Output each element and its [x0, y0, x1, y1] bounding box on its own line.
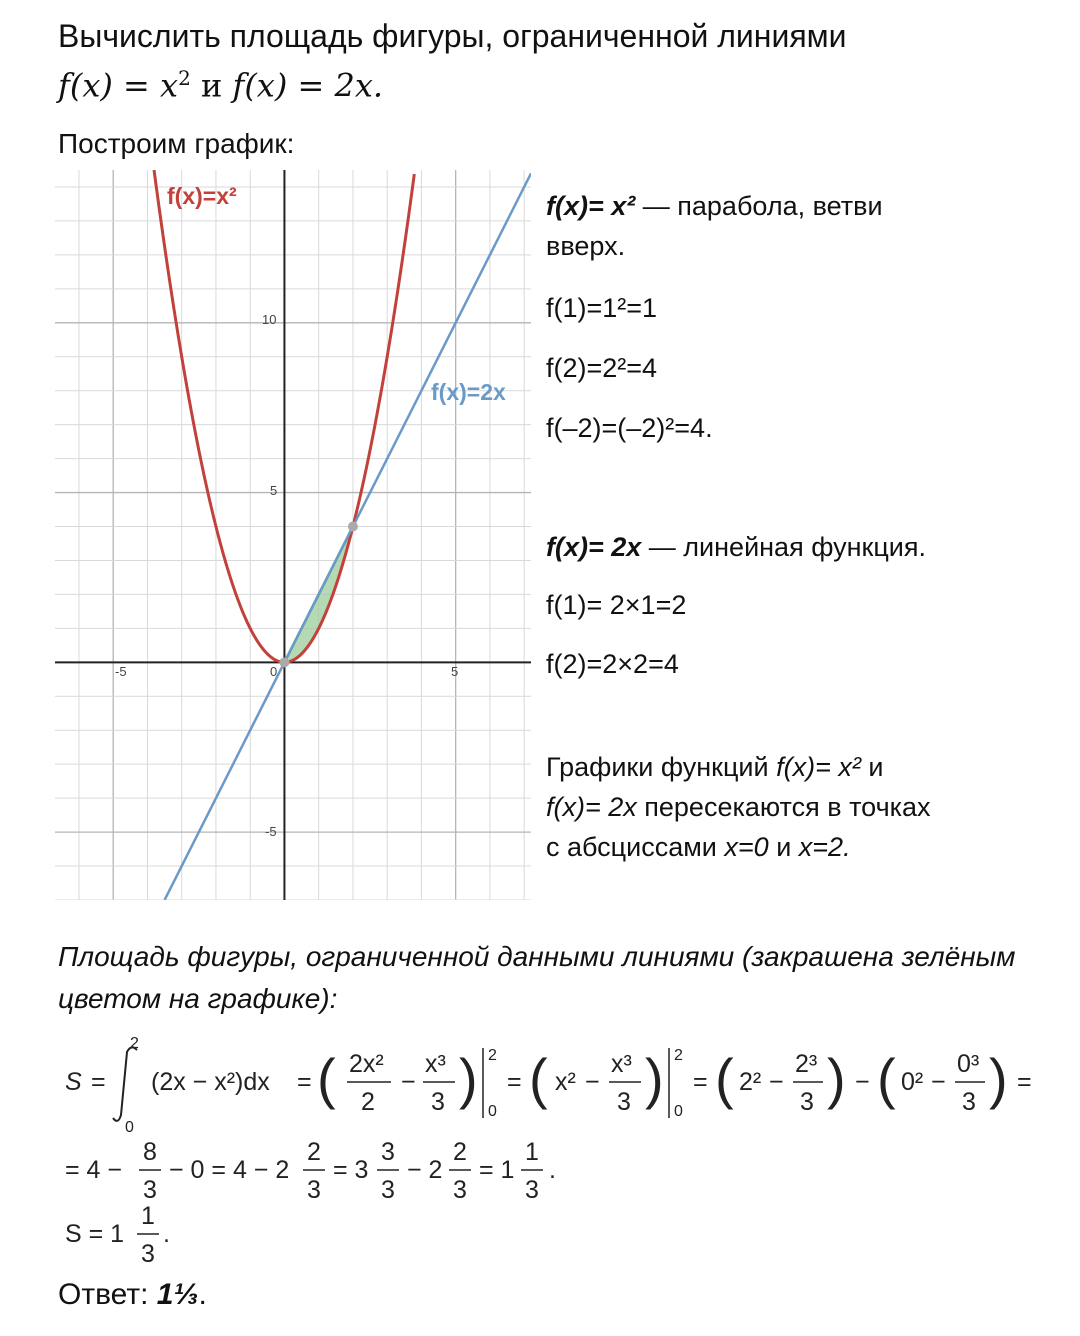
answer-value: 1⅓: [156, 1278, 199, 1311]
frac1-den: 2: [361, 1088, 375, 1116]
conjunction: и: [200, 66, 223, 105]
line-description: [546, 527, 926, 567]
equals-4: =: [693, 1068, 708, 1096]
paren-open-2: (: [529, 1047, 548, 1110]
line-formula: f(x)= 2x: [546, 532, 642, 562]
conclusion-text-3: с абсциссами: [546, 832, 725, 862]
paren-open-4: (: [877, 1047, 896, 1110]
tick-label-x-0: 0: [270, 664, 278, 679]
g1: x²: [555, 1068, 576, 1096]
line2-b: − 0 = 4 − 2: [169, 1156, 290, 1184]
abscissa-0: x=0: [724, 832, 769, 862]
answer-end: .: [198, 1278, 207, 1311]
h1: 2²: [739, 1068, 762, 1096]
parabola-value-1: f(1)=1²=1: [546, 293, 658, 323]
intersection-point-2-4: [348, 522, 358, 532]
integral-upper: 2: [130, 1035, 139, 1052]
exponent: 2: [178, 66, 191, 90]
frac2-den: 3: [431, 1088, 445, 1116]
function-line: f(x) = 2x.: [232, 66, 384, 105]
l2-frac3-den: 3: [381, 1176, 395, 1204]
paren-open-1: (: [317, 1047, 336, 1110]
integral-sign: [113, 1047, 137, 1120]
paren-close-2: ): [645, 1047, 664, 1110]
frac5-den: 3: [962, 1088, 976, 1116]
area-description: Площадь фигуры, ограниченной данными линиями (закрашена зелёным цветом на графике):: [58, 941, 1016, 1014]
tick-label-y-10: 10: [262, 312, 277, 327]
parabola-label: f(x)=x²: [167, 183, 237, 209]
eval-upper-2: 2: [674, 1047, 683, 1064]
l2-frac1-num: 8: [143, 1138, 157, 1166]
conclusion-text-1-end: и: [860, 752, 884, 782]
line-label: f(x)=2x: [431, 379, 506, 405]
l3-frac-den: 3: [141, 1240, 155, 1268]
line2-c: = 3: [333, 1156, 369, 1184]
problem-title: Вычислить площадь фигуры, ограниченной линиями: [58, 18, 847, 54]
line3-end: .: [163, 1220, 170, 1248]
tick-label-y-neg5: -5: [265, 824, 277, 839]
integral-derivation: [55, 1030, 1055, 1270]
l2-frac4-num: 2: [453, 1138, 467, 1166]
conclusion-and: и: [768, 832, 799, 862]
line2-e: = 1: [479, 1156, 515, 1184]
frac3-den: 3: [617, 1088, 631, 1116]
frac4-num: 2³: [795, 1050, 818, 1078]
line3-a: S = 1: [65, 1220, 125, 1248]
minus-4: −: [855, 1068, 870, 1096]
line2-d: − 2: [407, 1156, 443, 1184]
tick-label-y-5: 5: [270, 483, 278, 498]
minus-3: −: [769, 1068, 784, 1096]
conclusion-text-2: пересекаются в точках: [636, 792, 931, 822]
frac5-num: 0³: [957, 1050, 980, 1078]
l3-frac-num: 1: [141, 1202, 155, 1230]
eval-upper-1: 2: [488, 1047, 497, 1064]
minus-2: −: [585, 1068, 600, 1096]
function-parabola: f(x) = x: [58, 66, 179, 105]
frac3-num: x³: [611, 1050, 632, 1078]
parabola-value-2: f(2)=2²=4: [546, 353, 658, 383]
intersection-conclusion: [546, 747, 931, 867]
paren-close-1: ): [459, 1047, 478, 1110]
frac4-den: 3: [800, 1088, 814, 1116]
paren-close-3: ): [827, 1047, 846, 1110]
line-text: — линейная функция.: [641, 532, 926, 562]
l2-frac2-num: 2: [307, 1138, 321, 1166]
tick-label-x-5: 5: [451, 664, 459, 679]
parabola-value-3: f(–2)=(–2)²=4.: [546, 413, 713, 443]
line-value-1: f(1)= 2×1=2: [546, 590, 687, 620]
equals-1: =: [91, 1068, 106, 1096]
parabola-description: [546, 186, 883, 266]
integrand: (2x − x²)dx: [151, 1068, 270, 1096]
line2-a: = 4 −: [65, 1156, 122, 1184]
parabola-text: — парабола, ветви: [635, 191, 883, 221]
l2-frac3-num: 3: [381, 1138, 395, 1166]
conclusion-text-1: Графики функций: [546, 752, 777, 782]
minus-5: −: [931, 1068, 946, 1096]
answer-label: Ответ:: [58, 1278, 157, 1311]
graph-grid: [55, 170, 531, 900]
graph-axes: [55, 170, 531, 900]
paren-close-4: ): [989, 1047, 1008, 1110]
conclusion-formula-2: f(x)= 2x: [546, 792, 637, 822]
integral-lower: 0: [125, 1119, 134, 1136]
frac2-num: x³: [425, 1050, 446, 1078]
s-symbol: S: [65, 1068, 82, 1096]
minus-1: −: [401, 1068, 416, 1096]
function-graph: [55, 170, 531, 900]
parabola-formula: f(x)= x²: [546, 191, 636, 221]
parabola-text-2: вверх.: [546, 231, 626, 261]
build-graph-label: Построим график:: [58, 128, 295, 159]
conclusion-formula-1: f(x)= x²: [776, 752, 861, 782]
l2-frac5-den: 3: [525, 1176, 539, 1204]
frac1-num: 2x²: [349, 1050, 384, 1078]
line2-end: .: [549, 1156, 556, 1184]
eval-lower-2: 0: [674, 1103, 683, 1120]
answer: [58, 1278, 207, 1312]
equals-2: =: [297, 1068, 312, 1096]
paren-open-3: (: [715, 1047, 734, 1110]
k1: 0²: [901, 1068, 924, 1096]
equals-3: =: [507, 1068, 522, 1096]
problem-functions: [58, 66, 383, 105]
l2-frac4-den: 3: [453, 1176, 467, 1204]
eval-lower-1: 0: [488, 1103, 497, 1120]
l2-frac1-den: 3: [143, 1176, 157, 1204]
l2-frac5-num: 1: [525, 1138, 539, 1166]
equals-5: =: [1017, 1068, 1032, 1096]
intersection-point-origin: [279, 657, 289, 667]
line-value-2: f(2)=2×2=4: [546, 649, 679, 679]
tick-label-x-neg5: -5: [115, 664, 127, 679]
l2-frac2-den: 3: [307, 1176, 321, 1204]
abscissa-2: x=2.: [798, 832, 851, 862]
